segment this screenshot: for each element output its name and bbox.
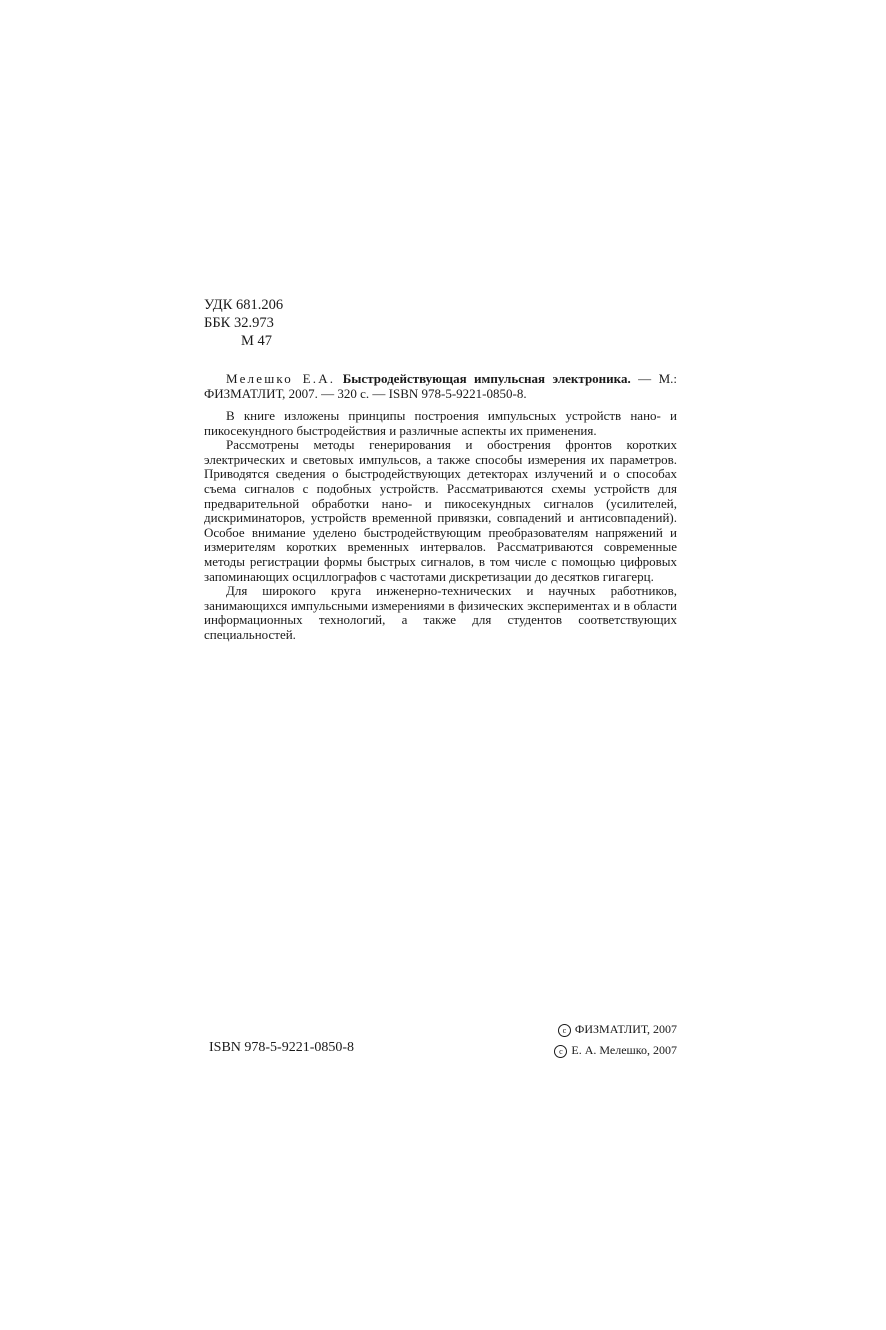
biblio-author: Мелешко Е.А.	[226, 371, 336, 386]
isbn: ISBN 978-5-9221-0850-8	[209, 1040, 355, 1055]
abstract-paragraph-2: Рассмотрены методы генерирования и обострения фронтов коротких электрических и световых импульсов, а также способы измерения их параметров. Приводятся сведения о быстродействующих детекторах излучений и о способах съема сигналов с подобных устройств. Рассматриваются схемы устройств для предварительной обработки нано- и пикосекундных сигналов (усилителей, дискриминаторов, устройств временной привязки, совпадений и антисовпадений). Особое внимание уделено быстродействующим преобразователям напряжений и измерителям коротких временных интервалов. Рассматриваются современные методы регистрации формы быстрых сигналов, в том числе с помощью цифровых запоминающих осциллографов с частотами дискретизации до десятков гигагерц.	[204, 437, 677, 584]
copyright-author: Е. А. Мелешко, 2007	[571, 1043, 677, 1057]
bbk-code: ББК 32.973	[204, 315, 274, 331]
biblio-rest: — М.: ФИЗМАТЛИТ, 2007. — 320 с. — ISBN 978-5-9221-0850-8.	[204, 371, 677, 401]
copyright-icon: c	[554, 1045, 567, 1058]
bibliographic-description	[204, 372, 677, 401]
classification-codes	[204, 296, 283, 350]
abstract	[204, 409, 677, 643]
biblio-title: Быстродействующая импульсная электроника.	[342, 371, 631, 386]
copyright-icon: c	[558, 1024, 571, 1037]
copyright-author-row	[550, 1040, 677, 1061]
abstract-paragraph-1: В книге изложены принципы построения импульсных устройств нано- и пикосекундного быстродействия и различные аспекты их применения.	[204, 408, 677, 438]
abstract-paragraph-3: Для широкого круга инженерно-технических и научных работников, занимающихся импульсными измерениями в физических экспериментах и в области информационных технологий, а также для студентов соответствующих специальностей.	[204, 583, 677, 642]
copyright-block	[550, 1019, 677, 1061]
copyright-publisher: ФИЗМАТЛИТ, 2007	[574, 1022, 677, 1036]
author-mark: М 47	[241, 333, 273, 349]
copyright-publisher-row	[550, 1019, 677, 1040]
udk-code: УДК 681.206	[204, 297, 284, 313]
